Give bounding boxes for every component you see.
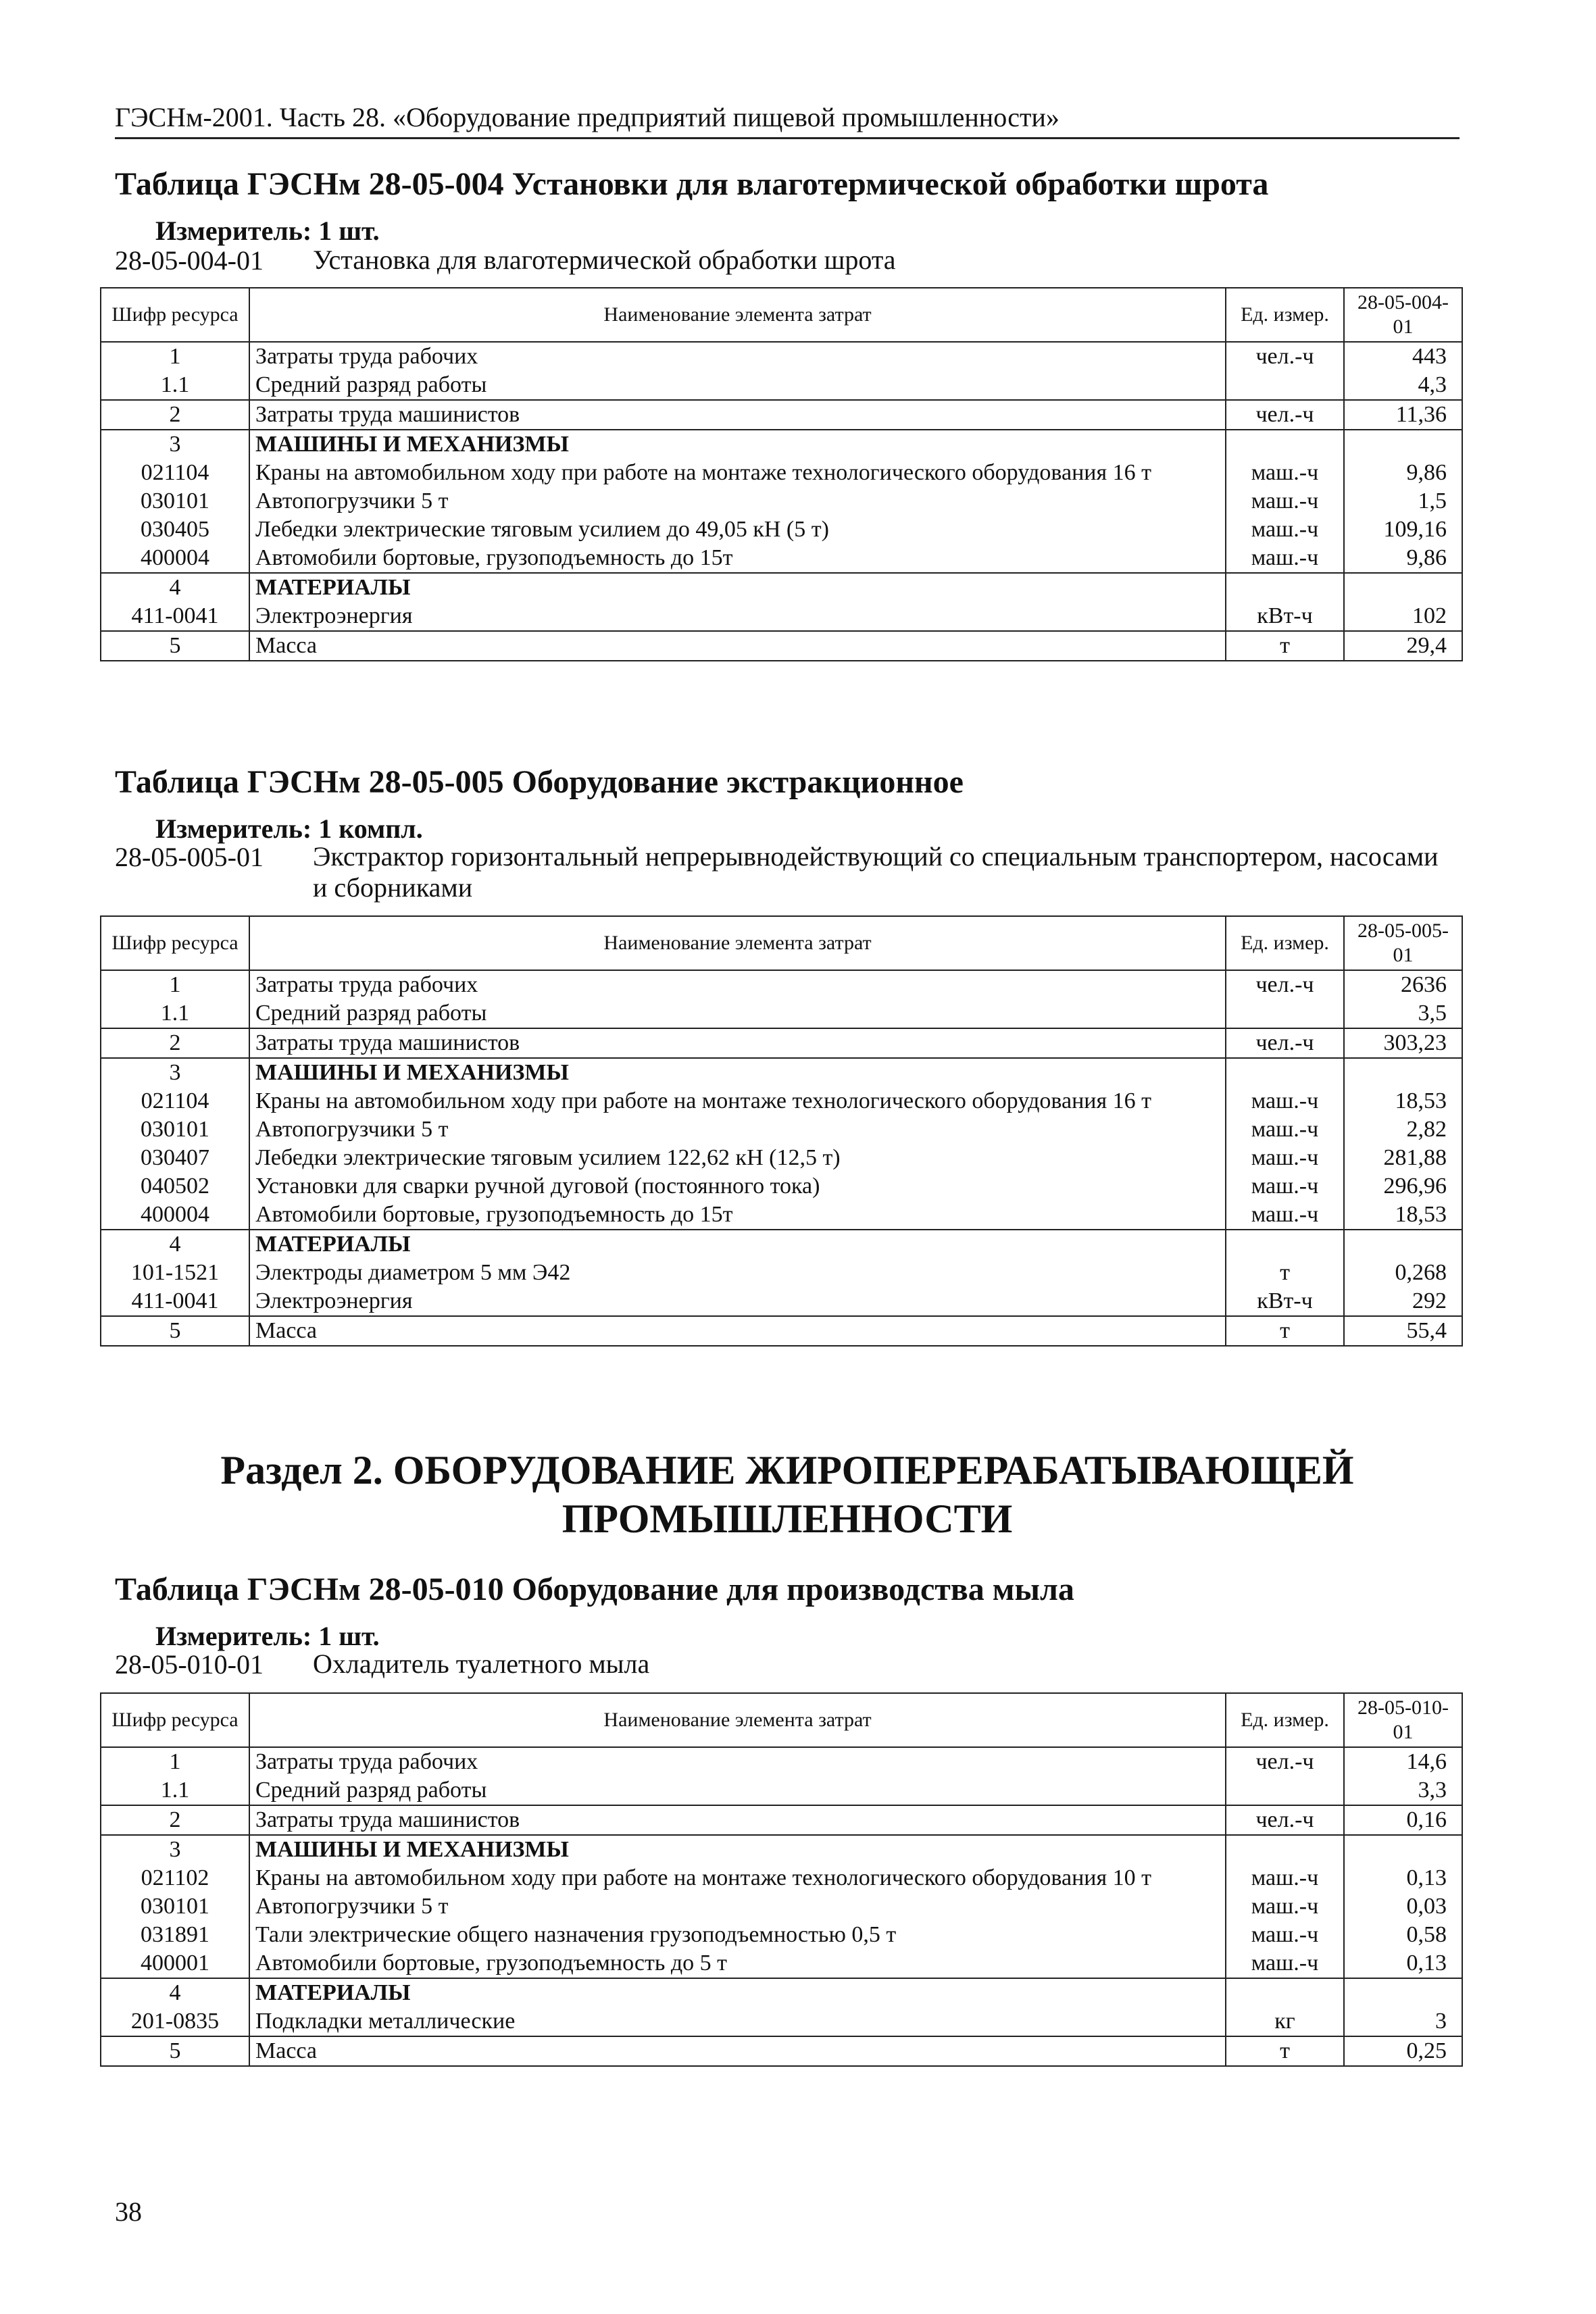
unit-cell xyxy=(1226,1835,1344,1864)
measure-line xyxy=(155,1620,380,1652)
table-row xyxy=(101,1028,1462,1058)
norm-value-cell: 18,53 xyxy=(1344,1201,1462,1230)
unit-cell xyxy=(1226,1978,1344,2007)
norm-value-cell: 1,5 xyxy=(1344,487,1462,515)
unit-cell: маш.-ч xyxy=(1226,544,1344,573)
table-row xyxy=(101,544,1462,573)
table-row xyxy=(101,342,1462,371)
cost-item-name-cell: Автомобили бортовые, грузоподъемность до 5 т xyxy=(249,1949,1226,1978)
unit-cell xyxy=(1226,999,1344,1028)
norm-value-cell: 296,96 xyxy=(1344,1172,1462,1201)
table-row xyxy=(101,1144,1462,1172)
table-row xyxy=(101,1201,1462,1230)
norm-value-cell: 18,53 xyxy=(1344,1087,1462,1115)
cost-item-name-cell: Масса xyxy=(249,631,1226,661)
cost-item-name-cell: Подкладки металлические xyxy=(249,2007,1226,2036)
col-header-code: Шифр ресурса xyxy=(101,1693,249,1747)
norm-value-cell: 11,36 xyxy=(1344,400,1462,430)
table-row xyxy=(101,371,1462,400)
unit-cell: т xyxy=(1226,2036,1344,2066)
norm-value-cell: 14,6 xyxy=(1344,1747,1462,1776)
norm-table xyxy=(100,287,1463,661)
cost-item-name-cell: Затраты труда машинистов xyxy=(249,1028,1226,1058)
norm-value-cell: 0,13 xyxy=(1344,1864,1462,1892)
col-header-unit: Ед. измер. xyxy=(1226,1693,1344,1747)
norm-value-cell xyxy=(1344,1978,1462,2007)
norm-value-cell: 0,58 xyxy=(1344,1921,1462,1949)
table-body xyxy=(101,1747,1462,2066)
page-number: 38 xyxy=(115,2196,142,2227)
measure-label: Измеритель: xyxy=(155,1621,312,1651)
resource-code-cell: 1 xyxy=(101,1747,249,1776)
norm-value-cell: 9,86 xyxy=(1344,544,1462,573)
cost-item-name-cell: Средний разряд работы xyxy=(249,1776,1226,1805)
resource-code-cell: 021104 xyxy=(101,459,249,487)
cost-item-name-cell: Затраты труда машинистов xyxy=(249,1805,1226,1835)
resource-code-cell: 040502 xyxy=(101,1172,249,1201)
unit-cell: чел.-ч xyxy=(1226,970,1344,999)
cost-item-name-cell: Тали электрические общего назначения грузоподъемностью 0,5 т xyxy=(249,1921,1226,1949)
cost-item-name-cell: Автопогрузчики 5 т xyxy=(249,1892,1226,1921)
cost-item-name-cell: МАТЕРИАЛЫ xyxy=(249,573,1226,602)
norm-value-cell: 0,25 xyxy=(1344,2036,1462,2066)
cost-item-name-cell: Масса xyxy=(249,1316,1226,1346)
resource-code-cell: 030101 xyxy=(101,1115,249,1144)
unit-cell xyxy=(1226,1776,1344,1805)
unit-cell: маш.-ч xyxy=(1226,1864,1344,1892)
item-code: 28-05-004-01 xyxy=(115,245,264,276)
table-row xyxy=(101,1864,1462,1892)
measure-line xyxy=(155,813,423,845)
item-description: Охладитель туалетного мыла xyxy=(313,1649,650,1679)
resource-code-cell: 3 xyxy=(101,1058,249,1087)
table-row xyxy=(101,573,1462,602)
unit-cell: чел.-ч xyxy=(1226,1747,1344,1776)
norm-value-cell xyxy=(1344,1058,1462,1087)
cost-item-name-cell: МАТЕРИАЛЫ xyxy=(249,1230,1226,1259)
cost-item-name-cell: Затраты труда машинистов xyxy=(249,400,1226,430)
table-row xyxy=(101,1172,1462,1201)
table-row xyxy=(101,1259,1462,1287)
table-row xyxy=(101,631,1462,661)
section-title: Раздел 2. ОБОРУДОВАНИЕ ЖИРОПЕРЕРАБАТЫВАЮЩЕЙ ПРОМЫШЛЕННОСТИ xyxy=(220,1448,1354,1541)
resource-code-cell: 4 xyxy=(101,1230,249,1259)
cost-item-name-cell: Лебедки электрические тяговым усилием 122,62 кН (12,5 т) xyxy=(249,1144,1226,1172)
table-body xyxy=(101,342,1462,661)
resource-code-cell: 1 xyxy=(101,342,249,371)
table-row xyxy=(101,1058,1462,1087)
cost-item-name-cell: МАШИНЫ И МЕХАНИЗМЫ xyxy=(249,430,1226,459)
unit-cell xyxy=(1226,371,1344,400)
unit-cell xyxy=(1226,1230,1344,1259)
norm-value-cell: 0,13 xyxy=(1344,1949,1462,1978)
resource-code-cell: 2 xyxy=(101,1805,249,1835)
cost-item-name-cell: Автомобили бортовые, грузоподъемность до 15т xyxy=(249,544,1226,573)
norm-value-cell: 3,3 xyxy=(1344,1776,1462,1805)
col-header-code: Шифр ресурса xyxy=(101,916,249,970)
cost-item-name-cell: Установки для сварки ручной дуговой (постоянного тока) xyxy=(249,1172,1226,1201)
resource-code-cell: 5 xyxy=(101,1316,249,1346)
unit-cell: чел.-ч xyxy=(1226,1028,1344,1058)
norm-value-cell: 0,16 xyxy=(1344,1805,1462,1835)
item-description: Установка для влаготермической обработки шрота xyxy=(313,245,896,275)
unit-cell: чел.-ч xyxy=(1226,400,1344,430)
col-header-norm-code: 28-05-010-01 xyxy=(1344,1693,1462,1747)
table-row xyxy=(101,1747,1462,1776)
col-header-norm-code: 28-05-004-01 xyxy=(1344,288,1462,342)
unit-cell: маш.-ч xyxy=(1226,1201,1344,1230)
resource-code-cell: 4 xyxy=(101,1978,249,2007)
measure-value: 1 шт. xyxy=(318,216,380,246)
table-row xyxy=(101,970,1462,999)
resource-code-cell: 030101 xyxy=(101,487,249,515)
cost-item-name-cell: Электроды диаметром 5 мм Э42 xyxy=(249,1259,1226,1287)
resource-code-cell: 4 xyxy=(101,573,249,602)
cost-item-name-cell: МАТЕРИАЛЫ xyxy=(249,1978,1226,2007)
resource-code-cell: 3 xyxy=(101,430,249,459)
resource-code-cell: 030407 xyxy=(101,1144,249,1172)
unit-cell: т xyxy=(1226,1259,1344,1287)
unit-cell: чел.-ч xyxy=(1226,1805,1344,1835)
cost-item-name-cell: Средний разряд работы xyxy=(249,371,1226,400)
norm-value-cell: 2636 xyxy=(1344,970,1462,999)
cost-item-name-cell: Краны на автомобильном ходу при работе на монтаже технологического оборудования 10 т xyxy=(249,1864,1226,1892)
cost-item-name-cell: Автопогрузчики 5 т xyxy=(249,487,1226,515)
col-header-name: Наименование элемента затрат xyxy=(249,288,1226,342)
norm-table xyxy=(100,1692,1463,2067)
cost-item-name-cell: МАШИНЫ И МЕХАНИЗМЫ xyxy=(249,1058,1226,1087)
table-row xyxy=(101,1978,1462,2007)
table-row xyxy=(101,1776,1462,1805)
resource-code-cell: 030405 xyxy=(101,515,249,544)
table-row xyxy=(101,487,1462,515)
unit-cell: маш.-ч xyxy=(1226,1115,1344,1144)
running-head: ГЭСНм-2001. Часть 28. «Оборудование предприятий пищевой промышленности» xyxy=(115,101,1460,139)
table-row xyxy=(101,2007,1462,2036)
unit-cell: маш.-ч xyxy=(1226,515,1344,544)
norm-value-cell: 3 xyxy=(1344,2007,1462,2036)
norm-value-cell: 29,4 xyxy=(1344,631,1462,661)
norm-value-cell xyxy=(1344,1230,1462,1259)
norm-value-cell: 303,23 xyxy=(1344,1028,1462,1058)
table-row xyxy=(101,2036,1462,2066)
norm-value-cell: 443 xyxy=(1344,342,1462,371)
resource-code-cell: 201-0835 xyxy=(101,2007,249,2036)
cost-item-name-cell: Масса xyxy=(249,2036,1226,2066)
measure-label: Измеритель: xyxy=(155,813,312,844)
resource-code-cell: 400004 xyxy=(101,544,249,573)
cost-item-name-cell: Затраты труда рабочих xyxy=(249,342,1226,371)
col-header-code: Шифр ресурса xyxy=(101,288,249,342)
norm-value-cell: 0,268 xyxy=(1344,1259,1462,1287)
col-header-name: Наименование элемента затрат xyxy=(249,1693,1226,1747)
norm-value-cell: 3,5 xyxy=(1344,999,1462,1028)
table-row xyxy=(101,459,1462,487)
table-row xyxy=(101,430,1462,459)
resource-code-cell: 5 xyxy=(101,2036,249,2066)
unit-cell: маш.-ч xyxy=(1226,1087,1344,1115)
norm-value-cell: 292 xyxy=(1344,1287,1462,1316)
resource-code-cell: 411-0041 xyxy=(101,602,249,631)
norm-value-cell: 9,86 xyxy=(1344,459,1462,487)
resource-code-cell: 030101 xyxy=(101,1892,249,1921)
unit-cell: кг xyxy=(1226,2007,1344,2036)
resource-code-cell: 2 xyxy=(101,400,249,430)
unit-cell: маш.-ч xyxy=(1226,459,1344,487)
cost-item-name-cell: МАШИНЫ И МЕХАНИЗМЫ xyxy=(249,1835,1226,1864)
norm-value-cell: 4,3 xyxy=(1344,371,1462,400)
cost-item-name-cell: Электроэнергия xyxy=(249,1287,1226,1316)
unit-cell xyxy=(1226,573,1344,602)
col-header-norm-code: 28-05-005-01 xyxy=(1344,916,1462,970)
table-row xyxy=(101,1805,1462,1835)
col-header-unit: Ед. измер. xyxy=(1226,916,1344,970)
table-row xyxy=(101,1835,1462,1864)
table-row xyxy=(101,1230,1462,1259)
table-row xyxy=(101,1287,1462,1316)
unit-cell xyxy=(1226,1058,1344,1087)
unit-cell xyxy=(1226,430,1344,459)
cost-item-name-cell: Затраты труда рабочих xyxy=(249,1747,1226,1776)
item-description: Экстрактор горизонтальный непрерывнодействующий со специальным транспортером, насосами и сборниками xyxy=(313,841,1439,903)
unit-cell: маш.-ч xyxy=(1226,1949,1344,1978)
measure-label: Измеритель: xyxy=(155,216,312,246)
col-header-unit: Ед. измер. xyxy=(1226,288,1344,342)
resource-code-cell: 1.1 xyxy=(101,1776,249,1805)
table-row xyxy=(101,1087,1462,1115)
cost-item-name-cell: Средний разряд работы xyxy=(249,999,1226,1028)
col-header-name: Наименование элемента затрат xyxy=(249,916,1226,970)
table-title: Таблица ГЭСНм 28-05-005 Оборудование экстракционное xyxy=(115,764,964,800)
unit-cell: чел.-ч xyxy=(1226,342,1344,371)
table-row xyxy=(101,1949,1462,1978)
norm-value-cell: 281,88 xyxy=(1344,1144,1462,1172)
unit-cell: т xyxy=(1226,631,1344,661)
cost-item-name-cell: Затраты труда рабочих xyxy=(249,970,1226,999)
unit-cell: кВт-ч xyxy=(1226,602,1344,631)
table-row xyxy=(101,602,1462,631)
resource-code-cell: 031891 xyxy=(101,1921,249,1949)
resource-code-cell: 400001 xyxy=(101,1949,249,1978)
item-code: 28-05-010-01 xyxy=(115,1649,264,1680)
norm-value-cell: 2,82 xyxy=(1344,1115,1462,1144)
unit-cell: маш.-ч xyxy=(1226,1921,1344,1949)
norm-value-cell: 55,4 xyxy=(1344,1316,1462,1346)
table-row xyxy=(101,1316,1462,1346)
unit-cell: кВт-ч xyxy=(1226,1287,1344,1316)
cost-item-name-cell: Лебедки электрические тяговым усилием до 49,05 кН (5 т) xyxy=(249,515,1226,544)
norm-value-cell: 0,03 xyxy=(1344,1892,1462,1921)
measure-value: 1 шт. xyxy=(318,1621,380,1651)
norm-value-cell xyxy=(1344,573,1462,602)
unit-cell: маш.-ч xyxy=(1226,487,1344,515)
resource-code-cell: 400004 xyxy=(101,1201,249,1230)
cost-item-name-cell: Краны на автомобильном ходу при работе на монтаже технологического оборудования 16 т xyxy=(249,1087,1226,1115)
resource-code-cell: 1.1 xyxy=(101,371,249,400)
cost-item-name-cell: Автопогрузчики 5 т xyxy=(249,1115,1226,1144)
measure-value: 1 компл. xyxy=(318,813,423,844)
measure-line xyxy=(155,215,380,247)
norm-value-cell xyxy=(1344,1835,1462,1864)
resource-code-cell: 1 xyxy=(101,970,249,999)
resource-code-cell: 101-1521 xyxy=(101,1259,249,1287)
table-row xyxy=(101,400,1462,430)
table-title: Таблица ГЭСНм 28-05-010 Оборудование для производства мыла xyxy=(115,1571,1074,1607)
table-title: Таблица ГЭСНм 28-05-004 Установки для влаготермической обработки шрота xyxy=(115,166,1269,202)
resource-code-cell: 021104 xyxy=(101,1087,249,1115)
norm-value-cell: 109,16 xyxy=(1344,515,1462,544)
norm-value-cell: 102 xyxy=(1344,602,1462,631)
cost-item-name-cell: Электроэнергия xyxy=(249,602,1226,631)
table-row xyxy=(101,1892,1462,1921)
table-body xyxy=(101,970,1462,1346)
unit-cell: т xyxy=(1226,1316,1344,1346)
resource-code-cell: 2 xyxy=(101,1028,249,1058)
table-row xyxy=(101,1115,1462,1144)
resource-code-cell: 021102 xyxy=(101,1864,249,1892)
table-row xyxy=(101,515,1462,544)
resource-code-cell: 3 xyxy=(101,1835,249,1864)
norm-value-cell xyxy=(1344,430,1462,459)
cost-item-name-cell: Автомобили бортовые, грузоподъемность до 15т xyxy=(249,1201,1226,1230)
resource-code-cell: 411-0041 xyxy=(101,1287,249,1316)
norm-table xyxy=(100,915,1463,1347)
unit-cell: маш.-ч xyxy=(1226,1172,1344,1201)
unit-cell: маш.-ч xyxy=(1226,1144,1344,1172)
resource-code-cell: 1.1 xyxy=(101,999,249,1028)
item-code: 28-05-005-01 xyxy=(115,842,264,872)
table-row xyxy=(101,999,1462,1028)
table-row xyxy=(101,1921,1462,1949)
resource-code-cell: 5 xyxy=(101,631,249,661)
unit-cell: маш.-ч xyxy=(1226,1892,1344,1921)
cost-item-name-cell: Краны на автомобильном ходу при работе на монтаже технологического оборудования 16 т xyxy=(249,459,1226,487)
